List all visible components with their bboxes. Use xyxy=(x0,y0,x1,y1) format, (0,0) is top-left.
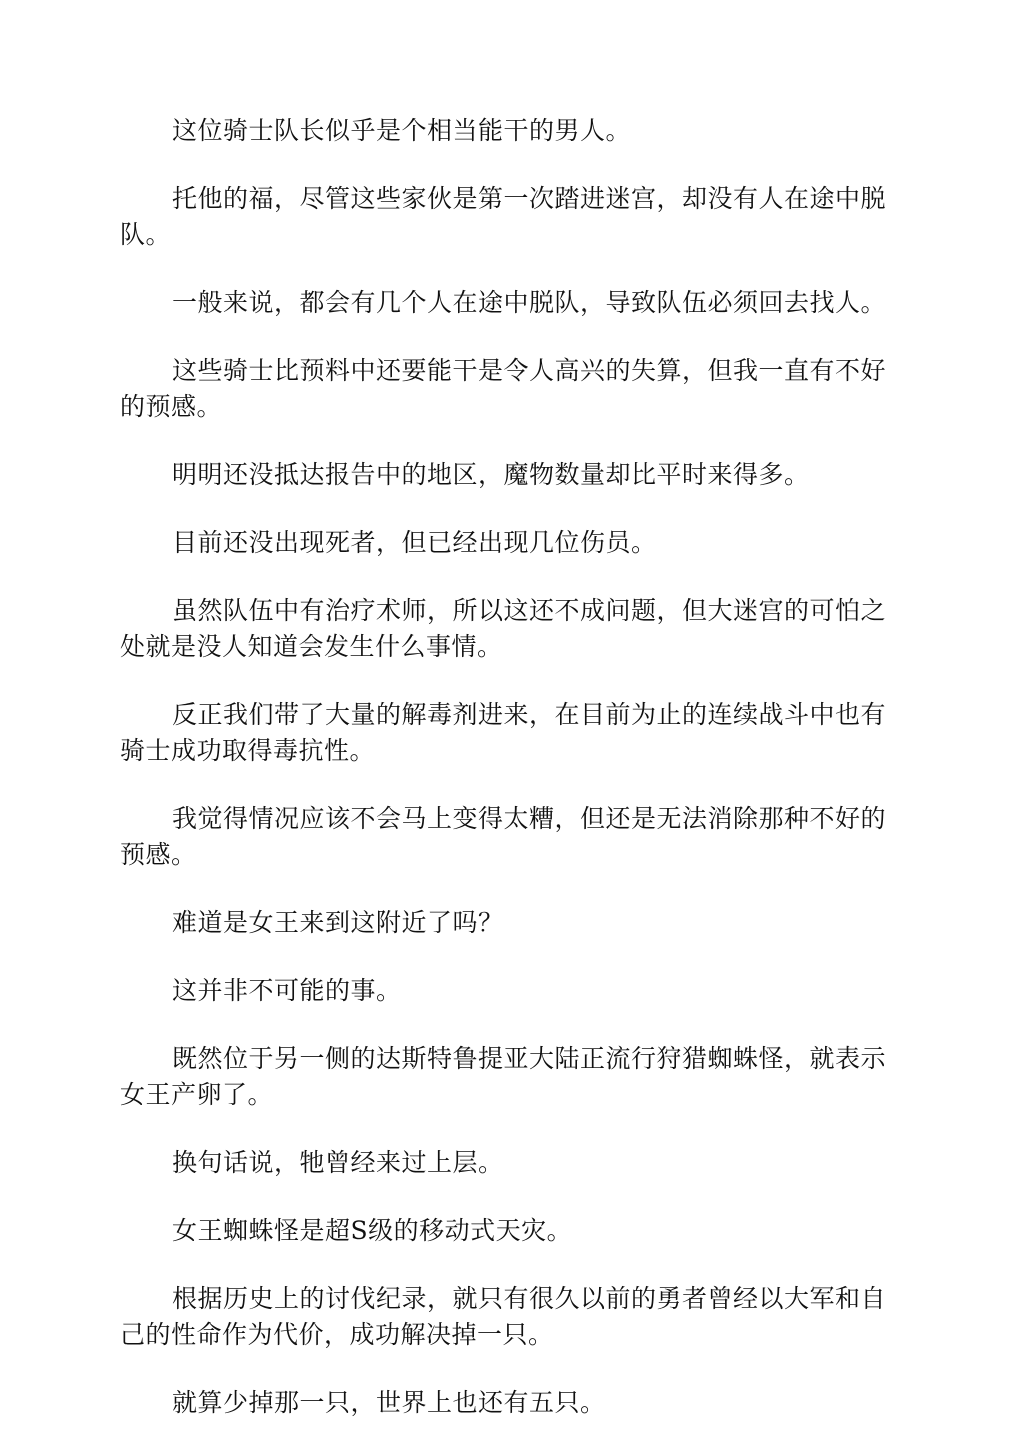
paragraph: 一般来说，都会有几个人在途中脱队，导致队伍必须回去找人。 xyxy=(172,288,887,317)
paragraph: 反正我们带了大量的解毒剂进来，在目前为止的连续战斗中也有骑士成功取得毒抗性。 xyxy=(120,700,887,765)
paragraph: 这位骑士队长似乎是个相当能干的男人。 xyxy=(172,116,632,145)
paragraph: 难道是女王来到这附近了吗？ xyxy=(172,908,504,937)
paragraph: 托他的福，尽管这些家伙是第一次踏进迷宫，却没有人在途中脱队。 xyxy=(120,184,887,249)
paragraph: 我觉得情况应该不会马上变得太糟，但还是无法消除那种不好的预感。 xyxy=(120,804,887,869)
paragraph: 这些骑士比预料中还要能干是令人高兴的失算，但我一直有不好的预感。 xyxy=(120,356,887,421)
paragraph: 明明还没抵达报告中的地区，魔物数量却比平时来得多。 xyxy=(172,460,810,489)
paragraph: 根据历史上的讨伐纪录，就只有很久以前的勇者曾经以大军和自己的性命作为代价，成功解决掉一只。 xyxy=(120,1284,887,1349)
paragraph: 虽然队伍中有治疗术师，所以这还不成问题，但大迷宫的可怕之处就是没人知道会发生什么事情。 xyxy=(120,596,887,661)
paragraph: 女王蜘蛛怪是超S级的移动式天灾。 xyxy=(172,1216,573,1245)
paragraph: 就算少掉那一只，世界上也还有五只。 xyxy=(172,1388,606,1417)
paragraph: 换句话说，牠曾经来过上层。 xyxy=(172,1148,504,1177)
paragraph: 目前还没出现死者，但已经出现几位伤员。 xyxy=(172,528,657,557)
paragraph: 这并非不可能的事。 xyxy=(172,976,402,1005)
document-page xyxy=(120,113,900,1453)
paragraph: 既然位于另一侧的达斯特鲁提亚大陆正流行狩猎蜘蛛怪，就表示女王产卵了。 xyxy=(120,1044,887,1109)
